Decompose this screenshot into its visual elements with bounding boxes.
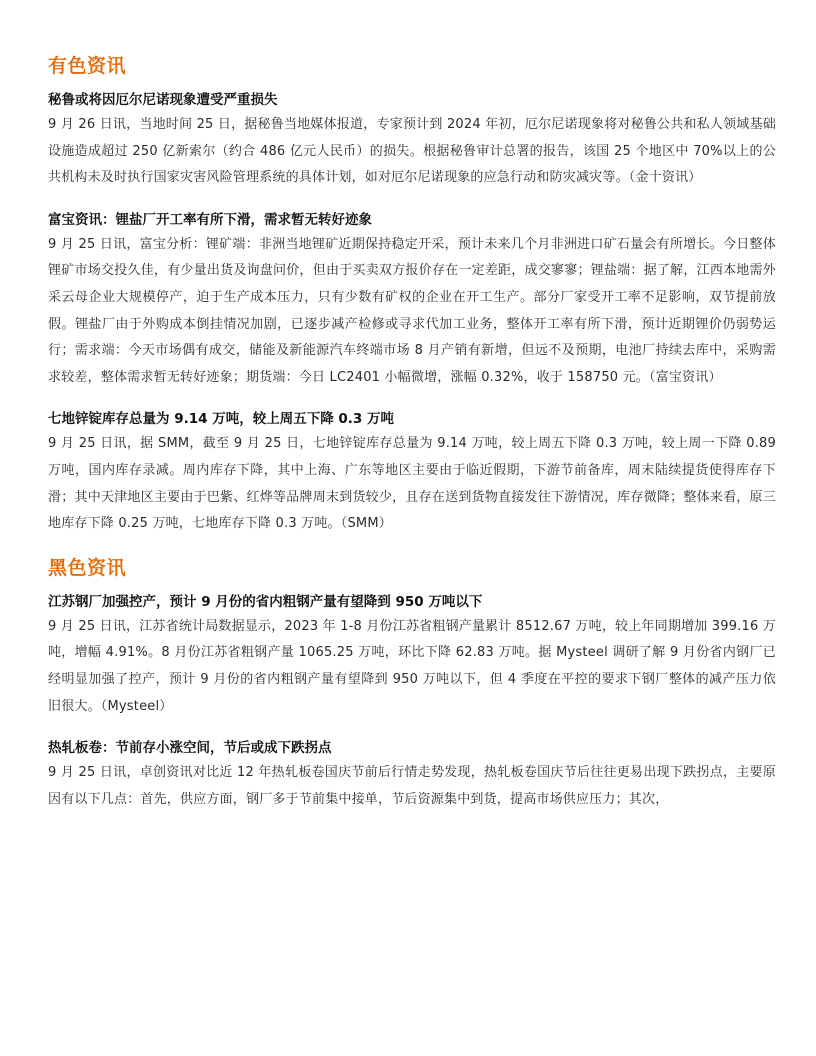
article	[48, 736, 776, 813]
article	[48, 88, 776, 192]
article-body: 9 月 25 日讯，据 SMM，截至 9 月 25 日，七地锌锭库存总量为 9.14 万吨，较上周五下降 0.3 万吨，较上周一下降 0.89 万吨，国内库存录减。周内库存下降，其中上海、广东等地区主要由于临近假期，下游节前备库，周末陆续提货使得库存下滑；其中天津地区主要由于巴紫、红烨等品牌周末到货较少，且存在送到货物直接发往下游情况，库存微降；整体来看，原三地库存下降 0.25 万吨，七地库存下降 0.3 万吨。（SMM）	[48, 436, 776, 532]
article	[48, 407, 776, 537]
article	[48, 590, 776, 720]
article-title: 秘鲁或将因厄尔尼诺现象遭受严重损失	[48, 92, 278, 108]
article-title: 江苏钢厂加强控产，预计 9 月份的省内粗钢产量有望降到 950 万吨以下	[48, 593, 483, 610]
article	[48, 208, 776, 392]
article-body: 9 月 25 日讯，江苏省统计局数据显示，2023 年 1-8 月份江苏省粗钢产量累计 8512.67 万吨，较上年同期增加 399.16 万吨，增幅 4.91%。8 月份江苏省粗钢产量 1065.25 万吨，环比下降 62.83 万吨。据 Mysteel 调研了解 9 月份省内钢厂已经明显加强了控产，预计 9 月份的省内粗钢产量有望降到 950 万吨以下，但 4 季度在平控的要求下钢厂整体的减产压力依旧很大。（Mysteel）	[48, 618, 776, 714]
article-title: 富宝资讯：锂盐厂开工率有所下滑，需求暂无转好迹象	[48, 211, 372, 228]
section-title-nonferrous: 有色资讯	[48, 55, 127, 77]
article-body: 9 月 25 日讯，卓创资讯对比近 12 年热轧板卷国庆节前后行情走势发现，热轧板卷国庆节后往往更易出现下跌拐点，主要原因有以下几点：首先，供应方面，钢厂多于节前集中接单，节后资源集中到货，提高市场供应压力；其次，	[48, 765, 776, 807]
article-body: 9 月 26 日讯，当地时间 25 日，据秘鲁当地媒体报道，专家预计到 2024 年初，厄尔尼诺现象将对秘鲁公共和私人领域基础设施造成超过 250 亿新索尔（约合 486 亿元人民币）的损失。根据秘鲁审计总署的报告，该国 25 个地区中 70%以上的公共机构未及时执行国家灾害风险管理系统的具体计划，如对厄尔尼诺现象的应急行动和防灾减灾等。（金十资讯）	[48, 117, 776, 186]
article-body: 9 月 25 日讯，富宝分析：锂矿端：非洲当地锂矿近期保持稳定开采，预计未来几个月非洲进口矿石量会有所增长。今日整体锂矿市场交投久佳，有少量出货及询盘问价，但由于买卖双方报价存在一定差距，成交寥寥；锂盐端：据了解，江西本地需外采云母企业大规模停产，迫于生产成本压力，只有少数有矿权的企业在开工生产。部分厂家受开工率不足影响，双节提前放假。锂盐厂由于外购成本倒挂情况加剧，已逐步减产检修或寻求代加工业务，整体开工率有所下滑，预计近期锂价仍弱势运行；需求端：今天市场偶有成交，储能及新能源汽车终端市场 8 月产销有新增，但远不及预期，电池厂持续去库中，采购需求较差，整体需求暂无转好迹象；期货端：今日 LC2401 小幅微增，涨幅 0.32%，收于 158750 元。（富宝资讯）	[48, 236, 776, 385]
section-title-ferrous: 黑色资讯	[48, 556, 127, 579]
article-title: 七地锌锭库存总量为 9.14 万吨，较上周五下降 0.3 万吨	[48, 411, 395, 428]
report-page	[48, 52, 776, 829]
article-title: 热轧板卷：节前存小涨空间，节后或成下跌拐点	[48, 740, 332, 757]
